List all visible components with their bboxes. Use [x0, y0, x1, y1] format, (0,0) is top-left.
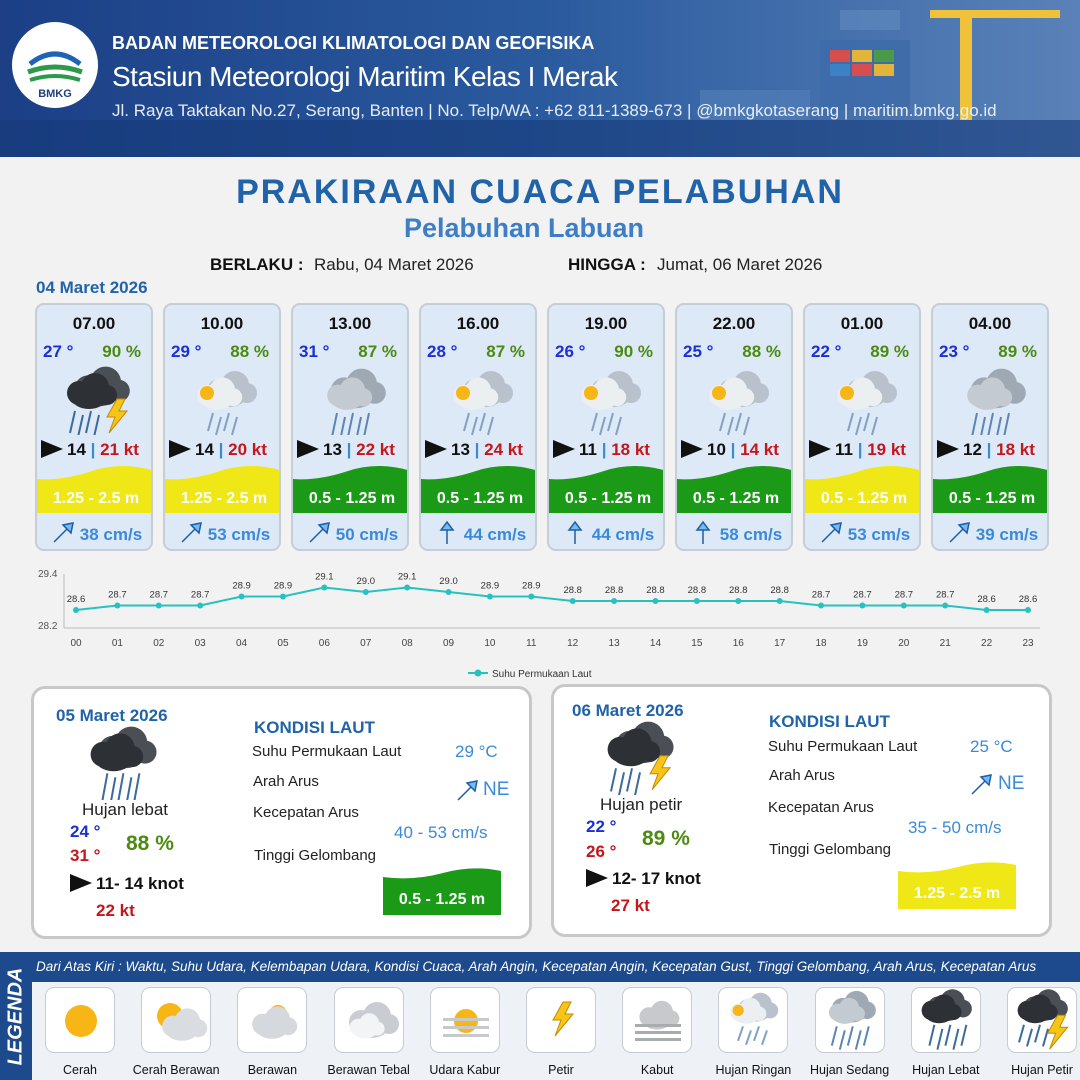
legend-item-label: Hujan Petir	[1011, 1063, 1073, 1077]
x-tick-label: 06	[318, 638, 330, 649]
data-point	[156, 603, 162, 609]
day3-temp-min: 22 °	[586, 817, 617, 836]
data-point	[528, 594, 534, 600]
day2-sst-value: 29 °C	[455, 742, 498, 761]
day2-speed-value: 40 - 53 cm/s	[394, 823, 488, 842]
y-tick-bottom: 28.2	[38, 621, 58, 632]
day3-sst-label: Suhu Permukaan Laut	[768, 738, 918, 755]
forecast-card	[163, 303, 281, 551]
card-temperature: 22 °	[811, 342, 842, 361]
x-tick-label: 09	[442, 638, 455, 649]
data-label: 29.1	[397, 571, 417, 583]
data-point	[942, 603, 948, 609]
data-label: 28.6	[1018, 594, 1038, 605]
wind-direction-icon	[681, 440, 703, 458]
data-label: 28.7	[190, 589, 210, 601]
current-speed: 44 cm/s	[591, 525, 655, 544]
card-wind: 13 | 22 kt	[297, 440, 409, 460]
current-speed: 53 cm/s	[207, 525, 271, 544]
legend-item-label: Hujan Sedang	[809, 1063, 890, 1077]
heavy-rain-icon	[78, 725, 168, 800]
card-humidity: 89 %	[870, 342, 909, 361]
bmkg-logo	[12, 22, 98, 108]
data-point	[901, 603, 907, 609]
x-tick-label: 02	[153, 638, 165, 649]
data-point	[363, 589, 369, 595]
forecast-card	[35, 303, 153, 551]
day2-temp-min: 24 °	[70, 822, 101, 841]
wave-height: 0.5 - 1.25 m	[564, 490, 652, 507]
data-point	[984, 607, 990, 613]
valid-from-date: Rabu, 04 Maret 2026	[314, 255, 474, 274]
wind-direction-icon	[586, 869, 608, 887]
day1-date: 04 Maret 2026	[36, 278, 148, 297]
current-info	[549, 520, 665, 546]
card-humidity: 88 %	[230, 342, 269, 361]
current-info	[677, 520, 793, 546]
data-label: 28.7	[853, 589, 872, 601]
data-point	[73, 607, 79, 613]
legend-title: LEGENDA	[4, 967, 27, 1066]
data-point	[735, 598, 741, 604]
data-label: 28.7	[149, 589, 169, 601]
data-point	[694, 598, 700, 604]
current-direction-icon	[562, 520, 588, 546]
light-rain-icon	[567, 365, 647, 435]
wave-height: 0.5 - 1.25 m	[820, 490, 908, 507]
current-speed: 50 cm/s	[335, 525, 399, 544]
data-label: 28.8	[646, 585, 665, 596]
current-speed: 53 cm/s	[847, 525, 911, 544]
wind-speed: 11	[579, 440, 597, 459]
station-name: Stasiun Meteorologi Maritim Kelas I Merak	[112, 61, 618, 92]
fog-icon	[622, 987, 692, 1053]
contact-line: Jl. Raya Taktakan No.27, Serang, Banten | No. Telp/WA : +62 811-1389-673 | @bmkgkotaserang | maritim.bmkg.go.id	[112, 101, 997, 120]
data-point	[280, 594, 286, 600]
data-point	[570, 598, 576, 604]
legend-item-label: Berawan	[247, 1063, 298, 1077]
current-direction-icon	[968, 772, 994, 798]
data-point	[818, 603, 824, 609]
gust-speed: 24 kt	[484, 440, 523, 459]
wave-height: 1.25 - 2.5 m	[52, 490, 140, 507]
card-time: 10.00	[200, 314, 244, 333]
card-wind: 14 | 21 kt	[41, 440, 153, 460]
x-tick-label: 10	[484, 638, 496, 649]
wind-speed: 11	[835, 440, 853, 459]
light-rain-icon	[718, 987, 788, 1053]
data-label: 29.1	[315, 571, 334, 583]
thunderstorm-icon	[55, 365, 135, 435]
card-time: 07.00	[72, 314, 116, 333]
card-time: 19.00	[584, 314, 628, 333]
current-direction-icon	[818, 520, 844, 546]
day2-temp-max: 31 °	[70, 846, 101, 865]
x-tick-label: 07	[360, 638, 372, 649]
wind-speed: 14	[67, 440, 86, 459]
series-line-sst	[76, 588, 1028, 611]
card-humidity: 90 %	[102, 342, 141, 361]
day2-sst-label: Suhu Permukaan Laut	[252, 743, 402, 760]
card-time: 22.00	[712, 314, 756, 333]
light-rain-icon	[183, 365, 263, 435]
card-temperature: 25 °	[683, 342, 714, 361]
day2-kondisi-title: KONDISI LAUT	[254, 718, 375, 737]
card-wind: 11 | 18 kt	[553, 440, 665, 460]
current-info	[293, 520, 409, 546]
day2-dir-label: Arah Arus	[253, 773, 319, 790]
data-point	[114, 603, 120, 609]
x-tick-label: 05	[277, 638, 289, 649]
x-tick-label: 16	[732, 638, 744, 649]
card-time: 16.00	[456, 314, 500, 333]
legend-label: Suhu Permukaan Laut	[492, 669, 592, 680]
card-temperature: 28 °	[427, 342, 458, 361]
card-temperature: 26 °	[555, 342, 586, 361]
day2-wave-label: Tinggi Gelombang	[254, 847, 377, 864]
day2-wave-value: 0.5 - 1.25 m	[398, 891, 486, 908]
x-tick-label: 13	[608, 638, 620, 649]
wave-height: 0.5 - 1.25 m	[948, 490, 1036, 507]
moderate-rain-icon	[311, 365, 391, 435]
legend-item-label: Cerah	[62, 1063, 98, 1077]
thunderstorm-icon	[1007, 987, 1077, 1053]
current-direction-icon	[690, 520, 716, 546]
data-label: 28.9	[480, 580, 500, 592]
x-tick-label: 21	[939, 638, 951, 649]
card-humidity: 87 %	[486, 342, 525, 361]
current-info	[421, 520, 537, 546]
day2-dir-value: NE	[483, 779, 510, 800]
legend-marker	[475, 670, 482, 677]
data-label: 28.8	[729, 585, 748, 596]
x-tick-label: 03	[194, 638, 206, 649]
data-point	[1025, 607, 1031, 613]
y-tick-top: 29.4	[38, 569, 58, 580]
wind-direction-icon	[169, 440, 191, 458]
wind-direction-icon	[937, 440, 959, 458]
gust-speed: 14 kt	[740, 440, 779, 459]
x-tick-label: 04	[236, 638, 248, 649]
data-point	[487, 594, 493, 600]
current-speed: 44 cm/s	[463, 525, 527, 544]
agency-name: BADAN METEOROLOGI KLIMATOLOGI DAN GEOFISIKA	[112, 33, 595, 53]
data-label: 28.7	[894, 589, 914, 601]
data-label: 28.6	[977, 594, 996, 605]
port-name: Pelabuhan Labuan	[403, 213, 645, 243]
x-tick-label: 12	[567, 638, 579, 649]
thunderstorm-icon	[595, 720, 685, 795]
gust-speed: 22 kt	[356, 440, 395, 459]
data-point	[652, 598, 658, 604]
wind-speed: 10	[707, 440, 726, 459]
forecast-card	[547, 303, 665, 551]
card-wind: 11 | 19 kt	[809, 440, 921, 460]
valid-to-date: Jumat, 06 Maret 2026	[657, 255, 823, 274]
wind-direction-icon	[425, 440, 447, 458]
data-point	[859, 603, 865, 609]
card-temperature: 23 °	[939, 342, 970, 361]
forecast-card	[675, 303, 793, 551]
legend-description: Dari Atas Kiri : Waktu, Suhu Udara, Kelembapan Udara, Kondisi Cuaca, Arah Angin, Kecepatan Angin, Kecepatan Gust, Tinggi Gelombang, Arah Arus, Kecepatan Arus	[32, 952, 1080, 982]
card-time: 13.00	[328, 314, 372, 333]
data-label: 28.8	[563, 585, 582, 596]
current-direction-icon	[178, 520, 204, 546]
data-point	[404, 585, 410, 591]
day2-speed-label: Kecepatan Arus	[253, 804, 359, 821]
sea-temperature-chart	[0, 560, 1080, 690]
card-humidity: 89 %	[998, 342, 1037, 361]
valid-to-label: HINGGA :	[568, 255, 646, 274]
legend-item-label: Cerah Berawan	[132, 1063, 220, 1077]
legend-item-label: Kabut	[640, 1063, 674, 1077]
light-rain-icon	[695, 365, 775, 435]
legend-item-label: Hujan Lebat	[912, 1063, 980, 1077]
card-humidity: 87 %	[358, 342, 397, 361]
wind-direction-icon	[809, 440, 831, 458]
data-label: 28.7	[811, 589, 831, 601]
day3-temp-max: 26 °	[586, 842, 617, 861]
current-info	[805, 520, 921, 546]
legend-item-label: Udara Kabur	[429, 1063, 501, 1077]
day2-humidity: 88 %	[126, 832, 174, 855]
card-humidity: 90 %	[614, 342, 653, 361]
day2-date: 05 Maret 2026	[56, 706, 168, 725]
page-title: PRAKIRAAN CUACA PELABUHAN	[236, 173, 844, 211]
wind-speed: 14	[195, 440, 214, 459]
forecast-card	[803, 303, 921, 551]
wind-speed: 13	[323, 440, 342, 459]
x-tick-label: 00	[70, 638, 82, 649]
data-point	[239, 594, 245, 600]
current-speed: 58 cm/s	[719, 525, 783, 544]
sunny-icon	[45, 987, 115, 1053]
current-direction-icon	[946, 520, 972, 546]
data-label: 28.6	[66, 594, 86, 605]
light-rain-icon	[823, 365, 903, 435]
x-tick-label: 17	[774, 638, 786, 649]
x-tick-label: 22	[981, 638, 993, 649]
light-rain-icon	[439, 365, 519, 435]
day3-kondisi-title: KONDISI LAUT	[769, 712, 890, 731]
day3-speed-label: Kecepatan Arus	[768, 799, 874, 816]
day3-speed-value: 35 - 50 cm/s	[908, 818, 1002, 837]
gust-speed: 18 kt	[611, 440, 650, 459]
data-label: 29.0	[356, 576, 375, 587]
data-point	[321, 585, 327, 591]
day3-humidity: 89 %	[642, 827, 690, 850]
wave-height: 1.25 - 2.5 m	[180, 490, 268, 507]
current-direction-icon	[454, 778, 480, 804]
day3-wave-label: Tinggi Gelombang	[769, 841, 892, 858]
forecast-card	[419, 303, 537, 551]
valid-from-label: BERLAKU :	[210, 255, 304, 274]
x-tick-label: 08	[401, 638, 413, 649]
current-info	[37, 520, 153, 546]
lightning-icon	[526, 987, 596, 1053]
forecast-card	[931, 303, 1049, 551]
x-tick-label: 01	[111, 638, 123, 649]
data-point	[611, 598, 617, 604]
card-time: 01.00	[840, 314, 884, 333]
wind-direction-icon	[70, 874, 92, 892]
forecast-card	[291, 303, 409, 551]
gust-speed: 18 kt	[996, 440, 1035, 459]
wind-direction-icon	[297, 440, 319, 458]
x-tick-label: 23	[1022, 638, 1034, 649]
card-wind: 13 | 24 kt	[425, 440, 537, 460]
cloudy-icon	[237, 987, 307, 1053]
day3-condition: Hujan petir	[600, 795, 683, 814]
data-point	[777, 598, 783, 604]
wind-direction-icon	[41, 440, 63, 458]
wind-speed: 13	[451, 440, 470, 459]
x-tick-label: 11	[526, 638, 537, 649]
wave-height: 0.5 - 1.25 m	[692, 490, 780, 507]
heavy-rain-icon	[911, 987, 981, 1053]
current-info	[933, 520, 1049, 546]
current-direction-icon	[50, 520, 76, 546]
x-tick-label: 20	[898, 638, 910, 649]
wave-height: 0.5 - 1.25 m	[308, 490, 396, 507]
legend-item-label: Hujan Ringan	[715, 1063, 792, 1077]
moderate-rain-icon	[951, 365, 1031, 435]
day3-sst-value: 25 °C	[970, 737, 1013, 756]
haze-icon	[430, 987, 500, 1053]
data-label: 28.8	[687, 585, 707, 596]
gust-speed: 21 kt	[100, 440, 139, 459]
day3-dir-value: NE	[998, 773, 1025, 794]
day2-wind: 11- 14 knot	[70, 874, 184, 894]
card-wind: 12 | 18 kt	[937, 440, 1049, 460]
data-label: 28.8	[770, 585, 789, 596]
data-label: 28.9	[232, 580, 251, 592]
x-tick-label: 19	[856, 638, 868, 649]
data-label: 28.9	[273, 580, 293, 592]
card-time: 04.00	[968, 314, 1012, 333]
data-label: 29.0	[439, 576, 458, 587]
day3-gust: 27 kt	[611, 896, 650, 915]
day3-wave-value: 1.25 - 2.5 m	[913, 885, 1001, 902]
overcast-icon	[334, 987, 404, 1053]
day3-wind: 12- 17 knot	[586, 869, 701, 889]
data-point	[446, 589, 452, 595]
data-label: 28.9	[522, 580, 541, 592]
legend-item-label: Berawan Tebal	[327, 1063, 410, 1077]
legend-item-label: Petir	[548, 1063, 574, 1077]
data-label: 28.8	[604, 585, 624, 596]
day3-dir-label: Arah Arus	[769, 767, 835, 784]
x-tick-label: 18	[815, 638, 827, 649]
card-temperature: 31 °	[299, 342, 330, 361]
x-tick-label: 14	[649, 638, 662, 649]
card-humidity: 88 %	[742, 342, 781, 361]
current-direction-icon	[306, 520, 332, 546]
current-speed: 38 cm/s	[79, 525, 143, 544]
day2-condition: Hujan lebat	[82, 800, 169, 819]
card-wind: 10 | 14 kt	[681, 440, 793, 460]
card-temperature: 29 °	[171, 342, 202, 361]
data-label: 28.7	[935, 589, 955, 601]
day2-gust: 22 kt	[96, 901, 135, 920]
x-tick-label: 15	[691, 638, 703, 649]
logo-text: BMKG	[38, 88, 72, 100]
partly-cloudy-icon	[141, 987, 211, 1053]
current-info	[165, 520, 281, 546]
day3-date: 06 Maret 2026	[572, 701, 684, 720]
wave-height: 0.5 - 1.25 m	[436, 490, 524, 507]
current-direction-icon	[434, 520, 460, 546]
card-temperature: 27 °	[43, 342, 74, 361]
current-speed: 39 cm/s	[975, 525, 1039, 544]
wind-direction-icon	[553, 440, 575, 458]
gust-speed: 20 kt	[228, 440, 267, 459]
wind-speed: 12	[963, 440, 982, 459]
gust-speed: 19 kt	[867, 440, 906, 459]
card-wind: 14 | 20 kt	[169, 440, 281, 460]
moderate-rain-icon	[815, 987, 885, 1053]
data-point	[197, 603, 203, 609]
data-label: 28.7	[108, 589, 127, 601]
